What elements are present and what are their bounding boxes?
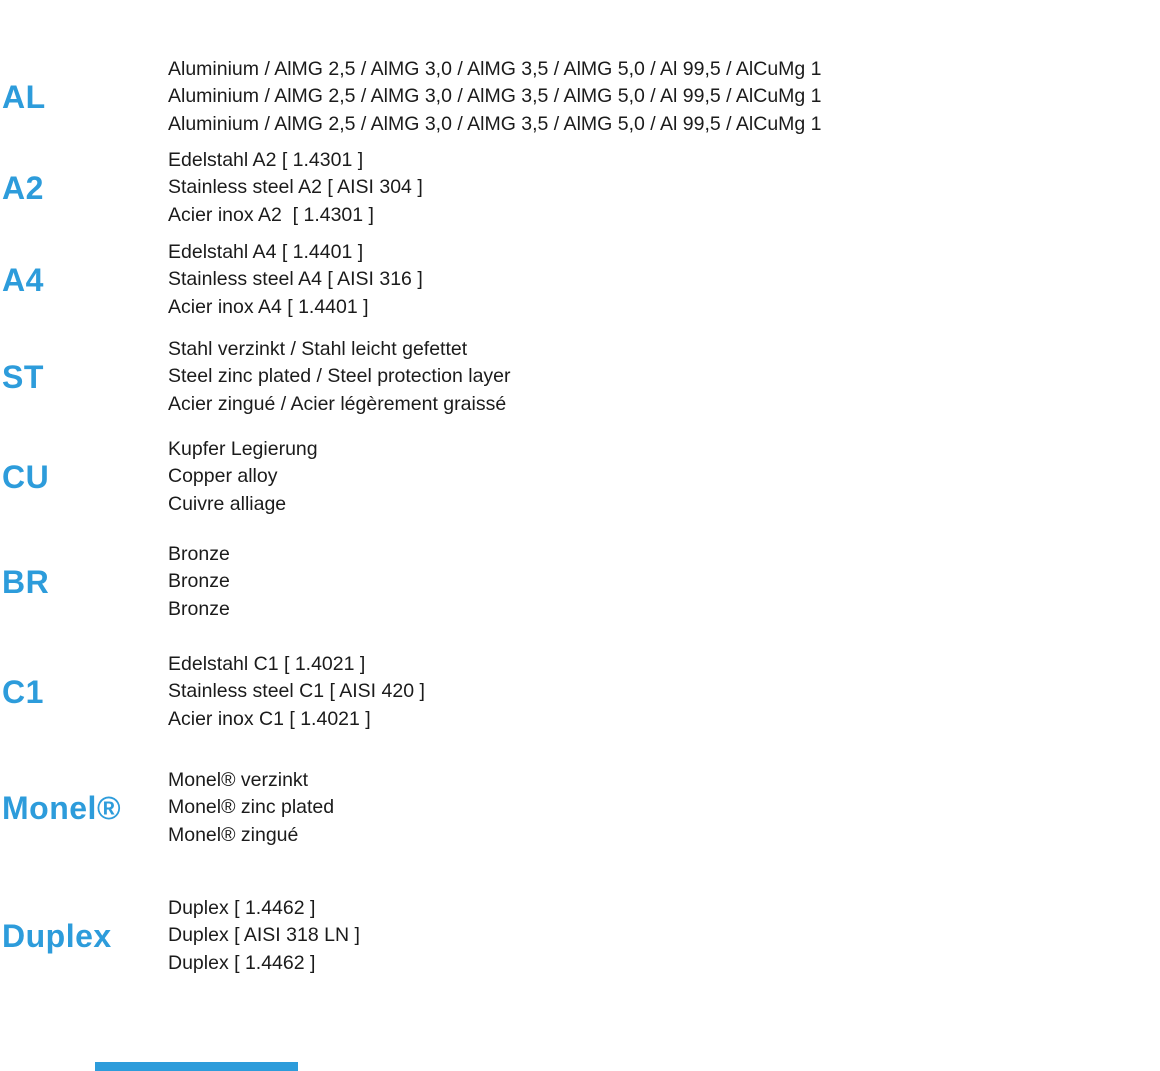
material-descriptions xyxy=(168,767,334,850)
material-line-en: Stainless steel A2 [ AISI 304 ] xyxy=(168,176,423,199)
material-line-de: Stahl verzinkt / Stahl leicht gefettet xyxy=(168,337,468,360)
material-line-fr: Duplex [ 1.4462 ] xyxy=(168,951,316,974)
material-descriptions xyxy=(168,651,425,734)
material-line-de: Kupfer Legierung xyxy=(168,437,318,460)
material-line-de: Edelstahl A2 [ 1.4301 ] xyxy=(168,148,364,171)
material-line-fr: Aluminium / AlMG 2,5 / AlMG 3,0 / AlMG 3,5 / AlMG 5,0 / Al 99,5 / AlCuMg 1 xyxy=(168,112,822,135)
material-line-en: Bronze xyxy=(168,570,230,593)
material-descriptions xyxy=(168,147,423,230)
material-code: A4 xyxy=(2,262,44,298)
material-line-en: Stainless steel C1 [ AISI 420 ] xyxy=(168,680,425,703)
material-row-cu xyxy=(0,435,1160,519)
material-code: BR xyxy=(2,564,50,600)
material-row-a2 xyxy=(0,146,1160,230)
material-descriptions xyxy=(168,541,230,624)
material-line-en: Monel® zinc plated xyxy=(168,796,335,819)
material-line-fr: Monel® zingué xyxy=(168,823,299,846)
material-row-a4 xyxy=(0,238,1160,322)
material-line-en: Steel zinc plated / Steel protection layer xyxy=(168,365,511,388)
material-line-de: Bronze xyxy=(168,542,230,565)
material-row-monel xyxy=(0,766,1160,850)
material-row-st xyxy=(0,335,1160,419)
material-descriptions xyxy=(168,336,511,419)
material-descriptions xyxy=(168,436,318,519)
material-line-fr: Bronze xyxy=(168,597,230,620)
material-row-c1 xyxy=(0,650,1160,734)
material-line-en: Duplex [ AISI 318 LN ] xyxy=(168,924,360,947)
material-line-fr: Acier inox A2 [ 1.4301 ] xyxy=(168,203,374,226)
material-descriptions xyxy=(168,895,360,978)
material-code: AL xyxy=(2,79,46,115)
material-line-fr: Acier inox A4 [ 1.4401 ] xyxy=(168,295,369,318)
material-line-de: Duplex [ 1.4462 ] xyxy=(168,896,316,919)
material-descriptions xyxy=(168,239,423,322)
material-line-en: Aluminium / AlMG 2,5 / AlMG 3,0 / AlMG 3,5 / AlMG 5,0 / Al 99,5 / AlCuMg 1 xyxy=(168,85,822,108)
material-line-fr: Acier inox C1 [ 1.4021 ] xyxy=(168,707,371,730)
material-code: Monel® xyxy=(2,790,122,826)
material-code: A2 xyxy=(2,170,44,206)
material-line-de: Aluminium / AlMG 2,5 / AlMG 3,0 / AlMG 3,5 / AlMG 5,0 / Al 99,5 / AlCuMg 1 xyxy=(168,57,822,80)
material-row-br xyxy=(0,540,1160,624)
material-row-al xyxy=(0,55,1160,139)
material-line-de: Edelstahl A4 [ 1.4401 ] xyxy=(168,240,364,263)
material-line-fr: Cuivre alliage xyxy=(168,492,287,515)
material-code: C1 xyxy=(2,674,44,710)
material-row-duplex xyxy=(0,894,1160,978)
material-line-fr: Acier zingué / Acier légèrement graissé xyxy=(168,392,507,415)
material-line-de: Edelstahl C1 [ 1.4021 ] xyxy=(168,652,366,675)
material-code: CU xyxy=(2,459,50,495)
material-descriptions xyxy=(168,56,822,139)
material-code: ST xyxy=(2,359,44,395)
material-code: Duplex xyxy=(2,918,112,954)
material-line-en: Stainless steel A4 [ AISI 316 ] xyxy=(168,268,423,291)
material-line-en: Copper alloy xyxy=(168,465,278,488)
material-line-de: Monel® verzinkt xyxy=(168,768,309,791)
footer-accent-bar xyxy=(95,1062,298,1071)
